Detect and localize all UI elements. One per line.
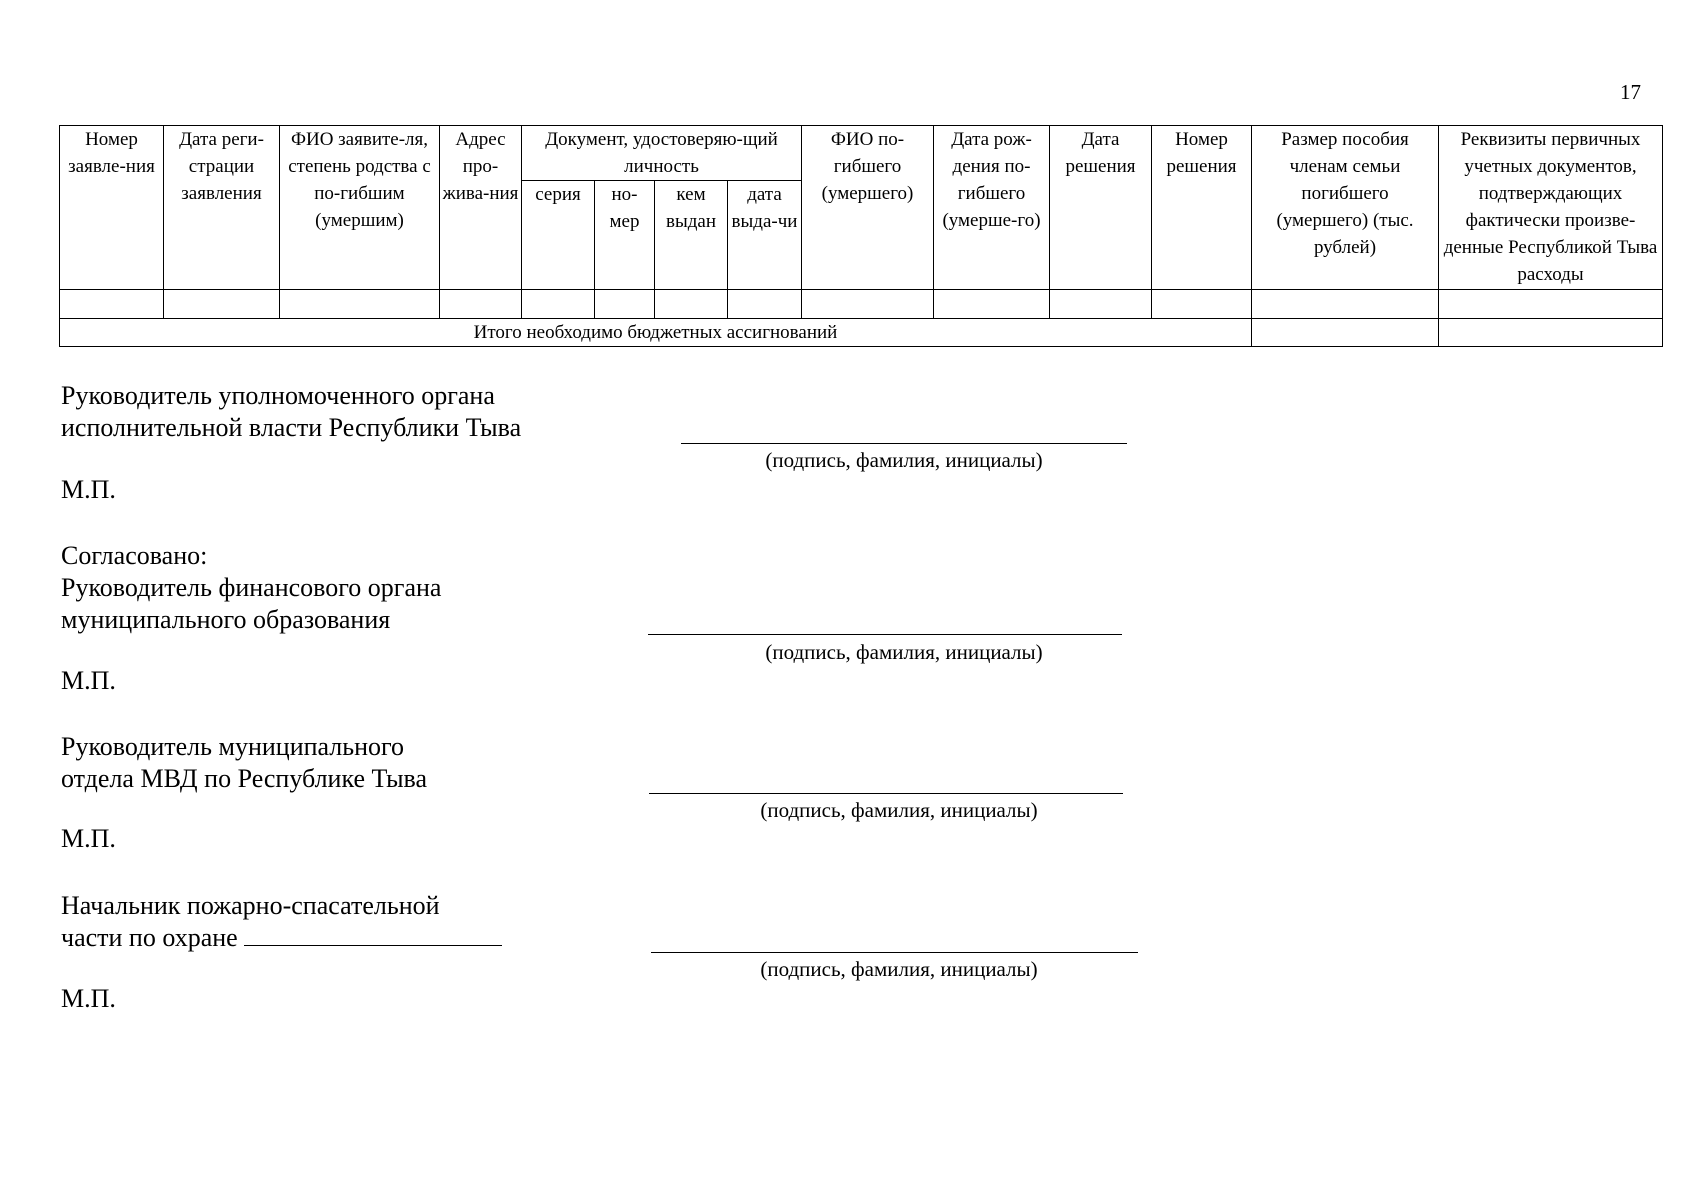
signer-title-line: Руководитель финансового органа — [61, 573, 442, 602]
fire-unit-blank-line[interactable] — [244, 923, 502, 946]
header-deceased-name: ФИО по-гибшего (умершего) — [802, 126, 934, 290]
page-number: 17 — [1620, 80, 1641, 104]
header-doc-series: серия — [522, 181, 595, 290]
header-deceased-birth-date: Дата рож-дения по-гибшего (умерше-го) — [934, 126, 1050, 290]
header-address: Адрес про-жива-ния — [440, 126, 522, 290]
signer-title-line: отдела МВД по Республике Тыва — [61, 764, 428, 793]
header-applicant-name: ФИО заявите-ля, степень родства с по-гибшим (умершим) — [280, 126, 440, 290]
header-id-document: Документ, удостоверяю-щий личность — [522, 126, 802, 181]
signature-caption: (подпись, фамилия, инициалы) — [760, 957, 1038, 981]
signer-title-line: Руководитель муниципального — [61, 732, 405, 761]
signature-caption: (подпись, фамилия, инициалы) — [765, 448, 1043, 472]
signature-caption: (подпись, фамилия, инициалы) — [760, 798, 1038, 822]
signer-title-text: части по охране — [61, 923, 238, 952]
signature-block-fire — [61, 890, 502, 954]
signer-title-line: муниципального образования — [61, 605, 391, 634]
signature-caption: (подпись, фамилия, инициалы) — [765, 640, 1043, 664]
total-row — [60, 319, 1663, 347]
signature-block-police — [61, 731, 427, 795]
stamp-placeholder: М.П. — [61, 475, 116, 504]
stamp-placeholder: М.П. — [61, 984, 116, 1013]
register-table — [59, 125, 1663, 347]
header-row-1 — [60, 126, 1663, 181]
signature-line[interactable] — [681, 443, 1127, 444]
stamp-placeholder: М.П. — [61, 666, 116, 695]
signer-title-line: Руководитель уполномоченного органа — [61, 381, 495, 410]
header-registration-date: Дата реги-страции заявления — [164, 126, 280, 290]
signer-title-line — [61, 922, 502, 954]
header-doc-issue-date: дата выда-чи — [728, 181, 802, 290]
stamp-placeholder: М.П. — [61, 824, 116, 853]
signature-block-finance — [61, 540, 441, 636]
table-row — [60, 290, 1663, 319]
header-decision-number: Номер решения — [1152, 126, 1252, 290]
header-doc-issued-by: кем выдан — [655, 181, 728, 290]
total-docs-cell — [1439, 319, 1663, 347]
signature-line[interactable] — [649, 793, 1123, 794]
header-application-number: Номер заявле-ния — [60, 126, 164, 290]
header-doc-number: но-мер — [595, 181, 655, 290]
signature-line[interactable] — [648, 634, 1122, 635]
header-benefit-amount: Размер пособия членам семьи погибшего (умершего) (тыс. рублей) — [1252, 126, 1439, 290]
signature-line[interactable] — [651, 952, 1138, 953]
approved-label: Согласовано: — [61, 541, 208, 570]
signer-title-line: Начальник пожарно-спасательной — [61, 891, 440, 920]
total-benefit-cell — [1252, 319, 1439, 347]
header-accounting-docs: Реквизиты первичных учетных документов, подтверждающих фактически произве-денные Республикой Тыва расходы — [1439, 126, 1663, 290]
total-label: Итого необходимо бюджетных ассигнований — [60, 319, 1252, 347]
header-decision-date: Дата решения — [1050, 126, 1152, 290]
signer-title-line: исполнительной власти Республики Тыва — [61, 413, 522, 442]
signature-block-authority — [61, 380, 521, 444]
